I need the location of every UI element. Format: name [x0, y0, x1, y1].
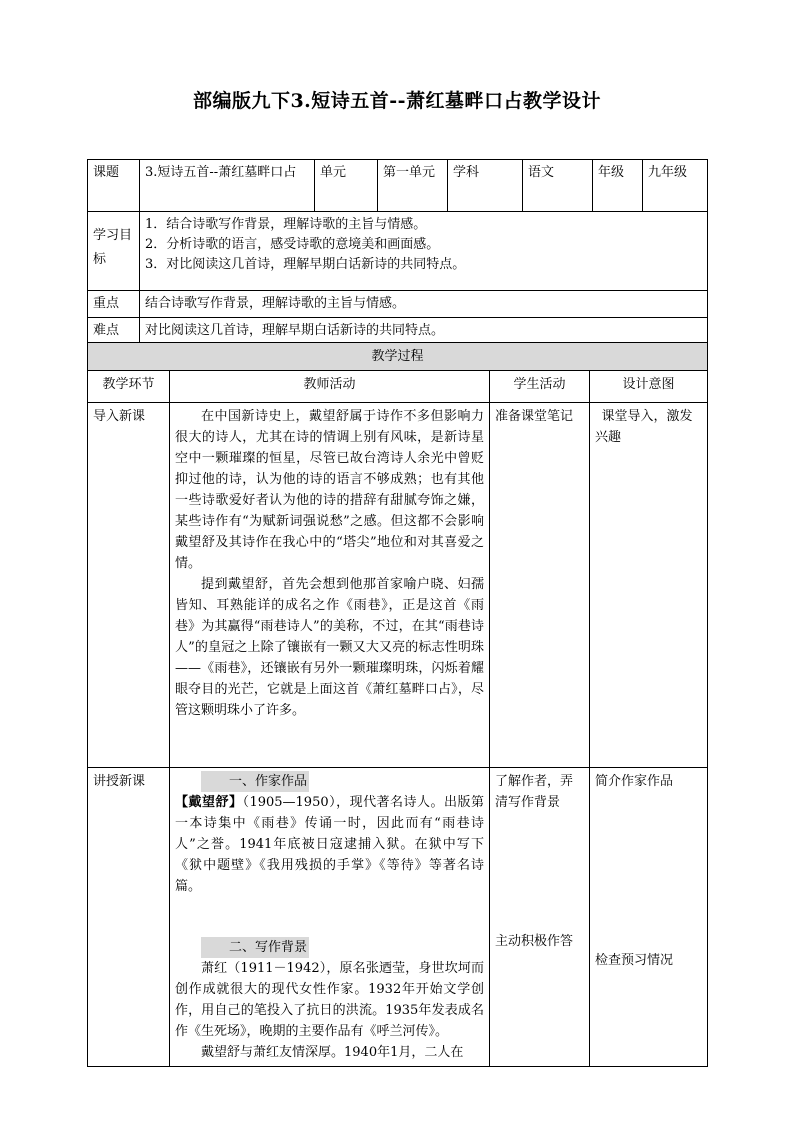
key-value: 结合诗歌写作背景，理解诗歌的主旨与情感。 — [140, 291, 708, 318]
grade-label: 年级 — [593, 160, 643, 212]
intro-paragraph-1: 在中国新诗史上，戴望舒属于诗作不多但影响力很大的诗人，尤其在诗的情调上别有风味，是新诗星空中一颗璀璨的恒星，尽管已故台湾诗人余光中曾贬抑过他的诗，认为他的诗的语言不够成熟；也有其他一些诗歌爱好者认为他的诗的措辞有甜腻夸饰之嫌，某些诗作有“为赋新词强说愁”之感。但这都不会影响戴望舒及其诗作在我心中的“塔尖”地位和对其喜爱之情。 — [175, 409, 484, 571]
section-heading-author: 一、作家作品 — [201, 771, 309, 792]
author-text: （1905—1950），现代著名诗人。出版第一本诗集中《雨巷》传诵一时，因此而有“雨巷诗人”之誉。1941年底被日寇逮捕入狱。在狱中写下《狱中题壁》《我用残损的手掌》《等待》等著名诗篇。 — [175, 795, 484, 894]
grade-value: 九年级 — [643, 160, 708, 212]
lecture-stage: 讲授新课 — [88, 768, 170, 1067]
intro-stage: 导入新课 — [88, 403, 170, 768]
author-name: 【戴望舒】 — [175, 795, 243, 810]
student-activity-1: 了解作者，弄清写作背景 — [495, 774, 574, 810]
topic-value: 3.短诗五首--萧红墓畔口占 — [140, 160, 315, 212]
section-heading-background: 二、写作背景 — [201, 937, 309, 958]
topic-label: 课题 — [88, 160, 140, 212]
header-student: 学生活动 — [490, 371, 590, 403]
goal-2: 2．分析诗歌的语言，感受诗歌的意境美和画面感。 — [145, 237, 440, 252]
unit-value: 第一单元 — [378, 160, 448, 212]
document-title: 部编版九下3.短诗五首--萧红墓畔口占教学设计 — [192, 90, 602, 112]
intro-intent: 课堂导入，激发兴趣 — [590, 403, 708, 768]
intro-student-activity: 准备课堂笔记 — [490, 403, 590, 768]
header-intent: 设计意图 — [590, 371, 708, 403]
unit-label: 单元 — [315, 160, 378, 212]
difficulty-label: 难点 — [88, 318, 140, 345]
lecture-teacher-activity — [170, 768, 490, 1067]
key-label: 重点 — [88, 291, 140, 318]
header-teacher: 教师活动 — [170, 371, 490, 403]
course-info-table — [87, 159, 708, 345]
subject-label: 学科 — [448, 160, 523, 212]
subject-value: 语文 — [523, 160, 593, 212]
intro-teacher-activity — [170, 403, 490, 768]
goal-1: 1．结合诗歌写作背景，理解诗歌的主旨与情感。 — [145, 217, 427, 232]
background-paragraph-2: 戴望舒与萧红友情深厚。1940年1月，二人在 — [201, 1045, 464, 1060]
goals-cell — [140, 212, 708, 291]
author-paragraph — [175, 792, 484, 897]
header-stage: 教学环节 — [88, 371, 170, 403]
lecture-student-activity — [490, 768, 590, 1067]
goal-3: 3．对比阅读这几首诗，理解早期白话新诗的共同特点。 — [145, 257, 466, 272]
intro-paragraph-2: 提到戴望舒，首先会想到他那首家喻户晓、妇孺皆知、耳熟能详的成名之作《雨巷》，正是这首《雨巷》为其赢得“雨巷诗人”的美称，不过，在其“雨巷诗人”的皇冠之上除了镶嵌有一颗又大又亮的标志性明珠——《雨巷》，还镶嵌有另外一颗璀璨明珠，闪烁着耀眼夺目的光芒，它就是上面这首《萧红墓畔口占》，尽管这颗明珠小了许多。 — [175, 577, 484, 718]
intent-2: 检查预习情况 — [595, 953, 674, 968]
process-band: 教学过程 — [88, 343, 708, 371]
background-paragraph-1: 萧红（1911－1942），原名张迺莹，身世坎坷而创作成就很大的现代女性作家。1932年开始文学创作，用自己的笔投入了抗日的洪流。1935年发表成名作《生死场》，晚期的主要作品有《呼兰河传》。 — [175, 961, 484, 1039]
teaching-process-table — [87, 342, 708, 1067]
student-activity-2: 主动积极作答 — [495, 934, 574, 949]
goals-label: 学习目标 — [88, 212, 140, 291]
lecture-intent — [590, 768, 708, 1067]
intent-1: 简介作家作品 — [595, 774, 674, 789]
difficulty-value: 对比阅读这几首诗，理解早期白话新诗的共同特点。 — [140, 318, 708, 345]
